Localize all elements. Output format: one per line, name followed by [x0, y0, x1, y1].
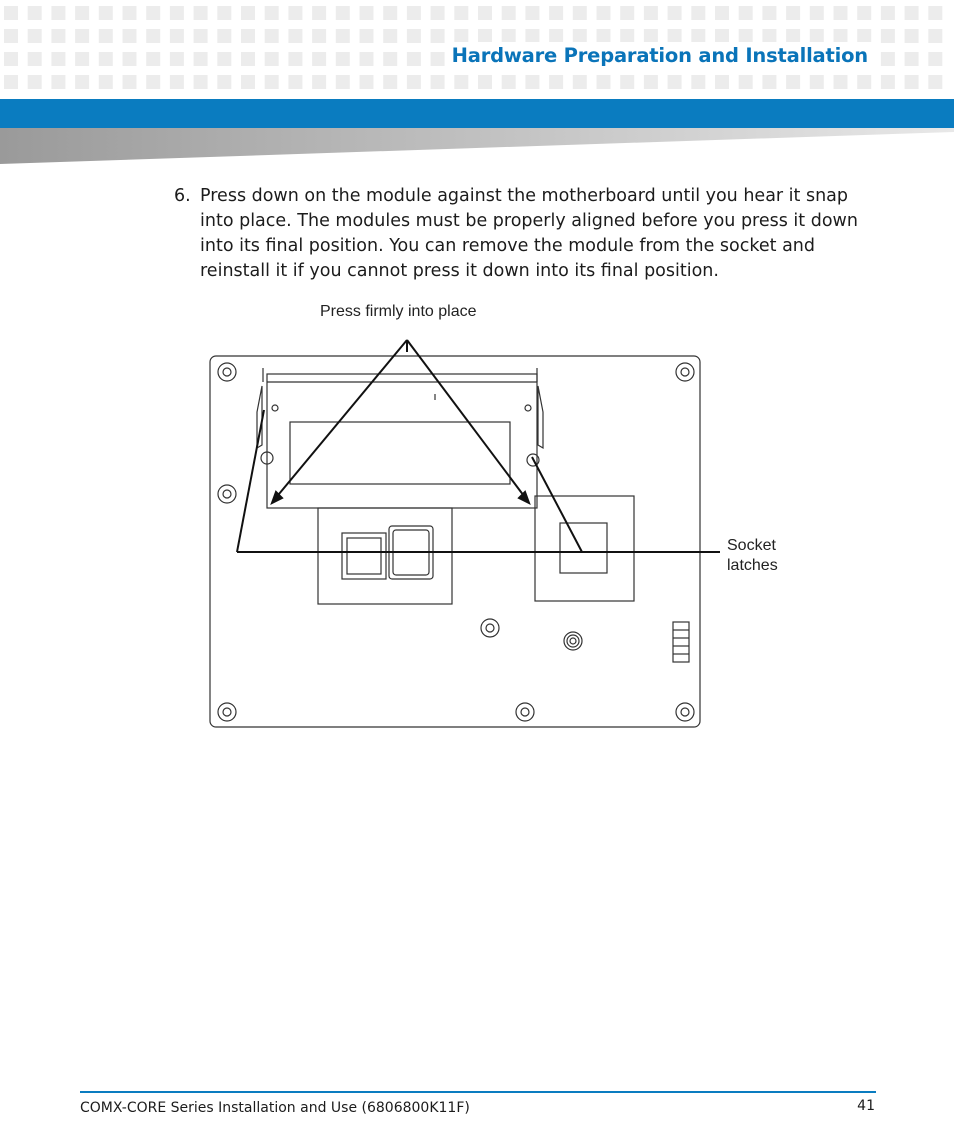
label-socket: Socket: [727, 537, 776, 554]
memory-module: [263, 368, 537, 508]
footer-page-number: 41: [857, 1098, 875, 1114]
header-grey-swoosh: [0, 128, 954, 166]
header-blue-bar: [0, 99, 954, 128]
board-outline: [210, 356, 700, 727]
step-number: 6.: [174, 186, 191, 206]
step-6: [174, 184, 884, 284]
chip-block-right: [535, 496, 634, 601]
socket-latches: [257, 386, 543, 466]
label-press-firmly: Press firmly into place: [320, 303, 477, 320]
module-installation-diagram: [200, 290, 800, 740]
pin-header: [673, 622, 689, 662]
footer-doc-title: COMX-CORE Series Installation and Use (6806800K11F): [80, 1100, 470, 1116]
chip-right-inner: [560, 523, 607, 573]
header-title: Hardware Preparation and Installation: [446, 42, 874, 70]
chip-block-left: [318, 508, 452, 604]
chip-left-1: [342, 533, 386, 579]
mounting-holes: [218, 363, 694, 721]
label-latches: latches: [727, 557, 778, 574]
footer-rule: [80, 1091, 876, 1093]
step-text: Press down on the module against the motherboard until you hear it snap into place. The modules must be properly aligned before you press it down into its final position. You can remove the module from the socket and reinstall it if you cannot press it down into its final position.: [200, 186, 858, 281]
callout-lines: [237, 340, 720, 552]
